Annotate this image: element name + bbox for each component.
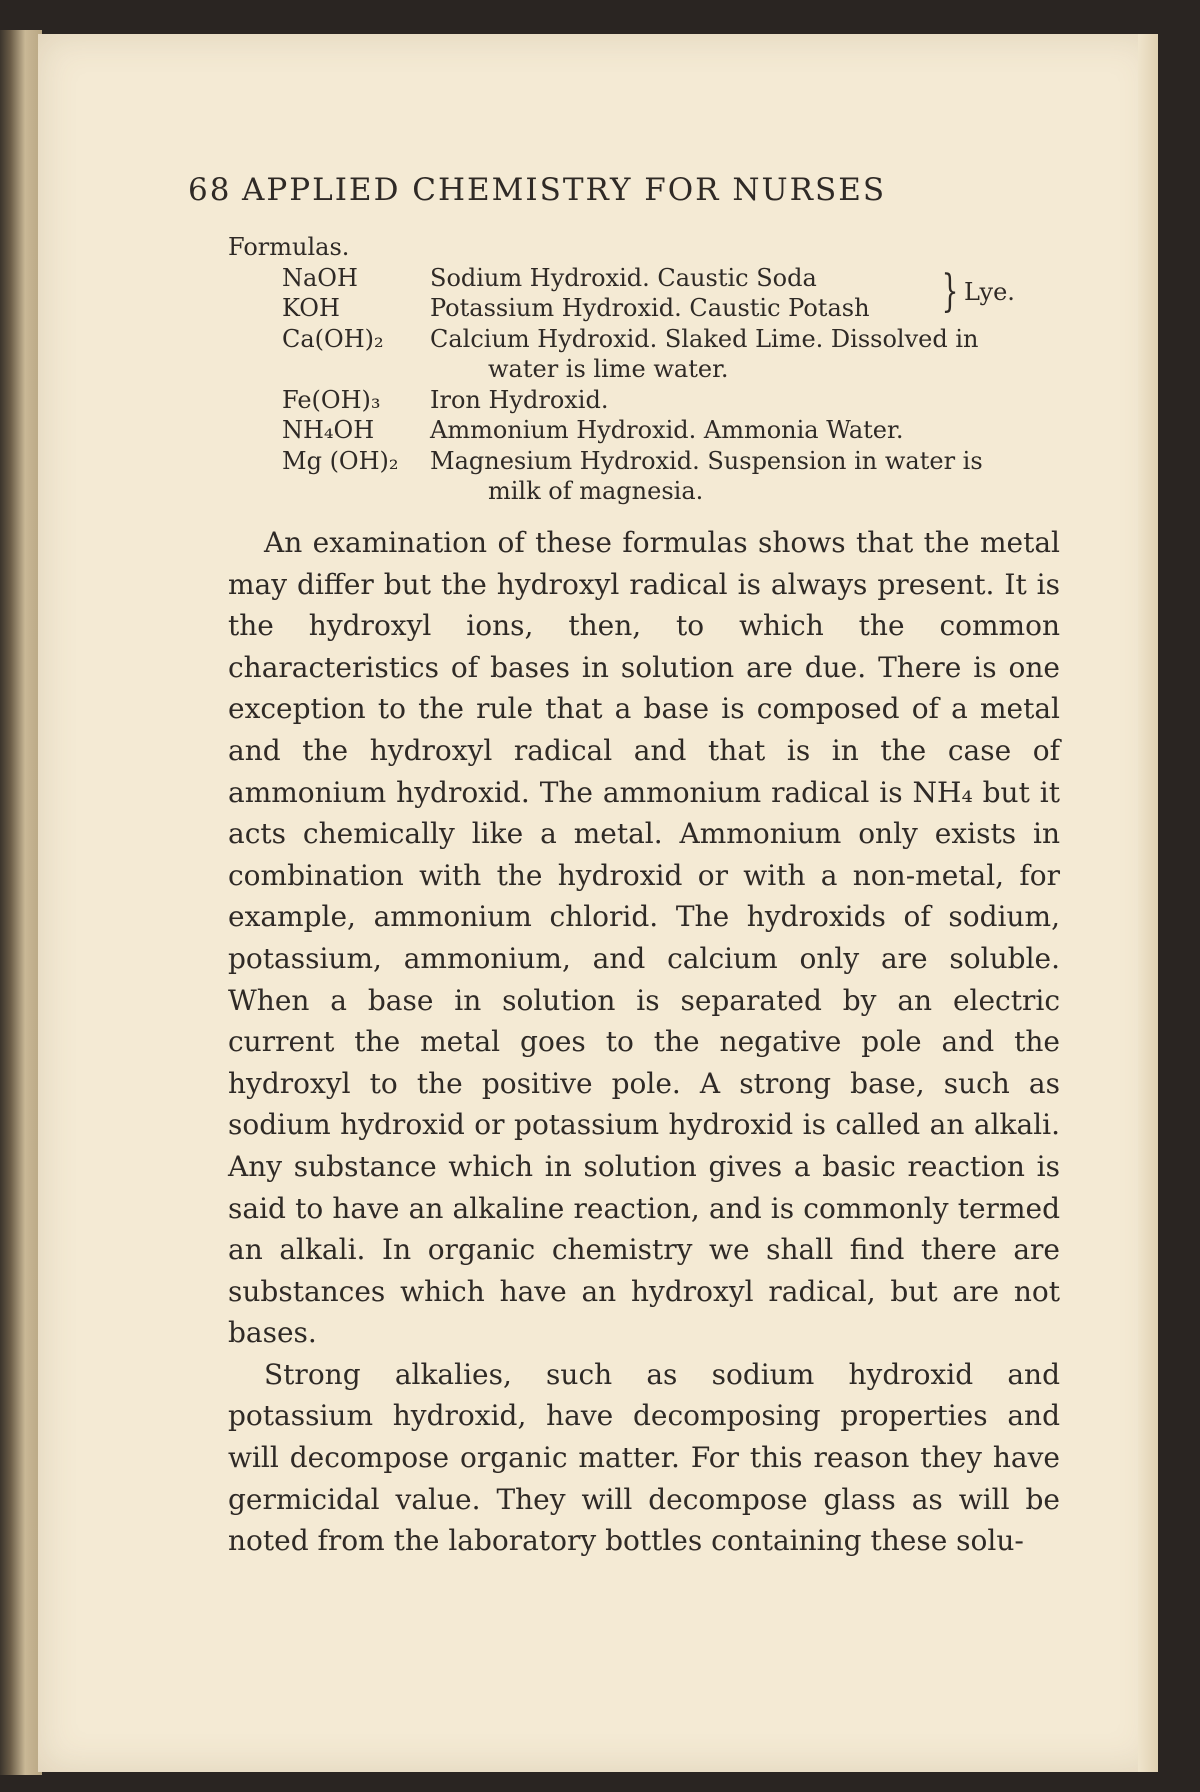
formula-continuation: water is lime water. (488, 355, 729, 383)
formula-heading: Formulas. (228, 233, 350, 261)
formula: KOH (282, 294, 340, 322)
formula-description: Calcium Hydroxid. Slaked Lime. Dissolved in (430, 324, 979, 353)
formula: Ca(OH)₂ (282, 324, 384, 353)
formula: Fe(OH)₃ (282, 385, 381, 414)
formula-row (228, 324, 1068, 355)
formula-description: Potassium Hydroxid. Caustic Potash (430, 294, 870, 322)
formula-row (228, 415, 1068, 446)
formula-description: Iron Hydroxid. (430, 385, 609, 414)
formula-continuation: milk of magnesia. (488, 477, 704, 505)
page-edge (1138, 34, 1158, 1772)
lye-group (228, 263, 1068, 324)
brace-label: Lye. (964, 277, 1015, 306)
book-spine-edge (0, 30, 42, 1775)
paragraph: An examination of these formulas shows that the metal may differ but the hydroxyl radical is always present. It is the hydroxyl ions, then, to which the common characteristics of bases in solution are due. There is one exception to the rule that a base is composed of a metal and the hydroxyl radical and that is in the case of ammonium hydroxid. The ammonium radical is NH₄ but it acts chemically like a metal. Ammonium only exists in combination with the hydroxid or with a non-metal, for example, ammonium chlorid. The hydroxids of sodium, potassium, ammonium, and calcium only are soluble. When a base in solution is separated by an electric current the metal goes to the negative pole and the hydroxyl to the positive pole. A strong base, such as sodium hydroxid or potassium hydroxid is called an alkali. Any substance which in solution gives a basic reaction is said to have an alkaline reaction, and is commonly termed an alkali. In organic chemistry we shall find there are substances which have an hydroxyl radical, but are not bases. (228, 526, 1060, 1350)
formula-row (228, 385, 1068, 416)
formula-description: Ammonium Hydroxid. Ammonia Water. (430, 416, 904, 444)
formula: NH₄OH (282, 416, 375, 444)
formula-description: Sodium Hydroxid. Caustic Soda (430, 263, 817, 292)
formula-row (228, 446, 1068, 477)
formula-list (228, 232, 1068, 507)
running-title: APPLIED CHEMISTRY FOR NURSES (242, 172, 887, 208)
formula: Mg (OH)₂ (282, 446, 399, 475)
brace-glyph: } (941, 265, 959, 317)
paragraph: Strong alkalies, such as sodium hydroxid and potassium hydroxid, have decomposing properties and will decompose organic matter. For this reason they have germicidal value. They will decompose glass as will be noted from the laboratory bottles containing these solu- (228, 1357, 1060, 1558)
formula-description: Magnesium Hydroxid. Suspension in water is (430, 446, 983, 475)
formula: NaOH (282, 263, 358, 292)
running-header (188, 172, 968, 208)
body-text (228, 522, 1060, 1562)
page-number: 68 (188, 172, 232, 208)
